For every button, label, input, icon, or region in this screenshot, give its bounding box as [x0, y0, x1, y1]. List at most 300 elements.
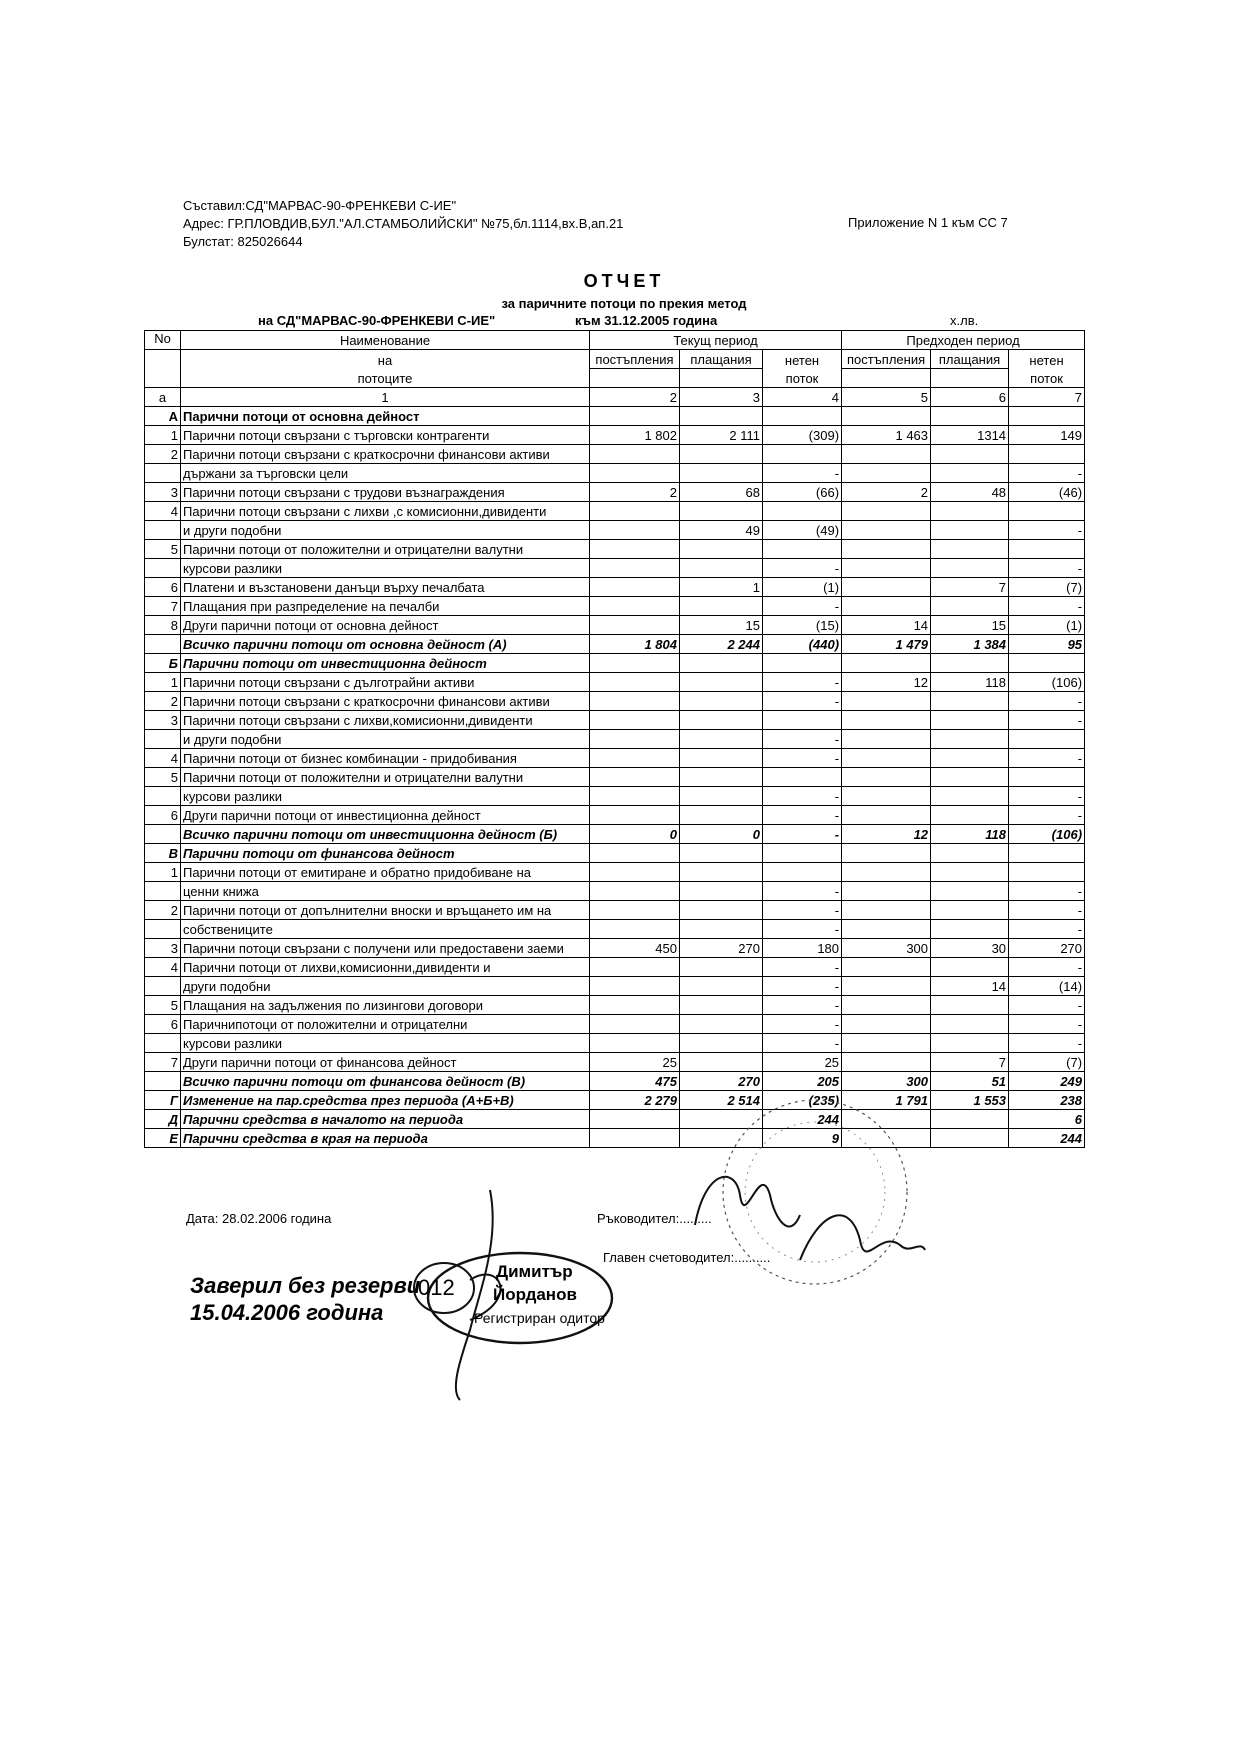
value-cell: 25: [763, 1053, 842, 1072]
value-cell: 300: [842, 1072, 931, 1091]
row-label: Парични потоци свързани с краткосрочни финансови активи: [181, 692, 590, 711]
row-label: Други парични потоци от основна дейност: [181, 616, 590, 635]
value-cell: -: [763, 673, 842, 692]
value-cell: 2: [590, 483, 680, 502]
row-label: Парични потоци от финансова дейност: [181, 844, 590, 863]
value-cell: [931, 1129, 1009, 1148]
value-cell: [680, 806, 763, 825]
auditor-stamp-role: Регистриран одитор: [474, 1310, 605, 1326]
value-cell: [931, 730, 1009, 749]
value-cell: [1009, 654, 1085, 673]
column-number: 7: [1009, 388, 1085, 407]
value-cell: -: [1009, 787, 1085, 806]
value-cell: [842, 920, 931, 939]
value-cell: 0: [590, 825, 680, 844]
value-cell: 2 514: [680, 1091, 763, 1110]
value-cell: [680, 407, 763, 426]
value-cell: [842, 540, 931, 559]
row-label: Всичко парични потоци от основна дейност (А): [181, 635, 590, 654]
row-label: Парични потоци от лихви,комисионни,дивиденти и: [181, 958, 590, 977]
value-cell: [931, 597, 1009, 616]
row-number: Д: [145, 1110, 181, 1129]
row-number: [145, 787, 181, 806]
value-cell: -: [763, 825, 842, 844]
value-cell: [931, 711, 1009, 730]
value-cell: [590, 863, 680, 882]
value-cell: [590, 958, 680, 977]
value-cell: 300: [842, 939, 931, 958]
value-cell: [763, 445, 842, 464]
value-cell: [763, 768, 842, 787]
value-cell: [590, 844, 680, 863]
row-label: Парични потоци от положителни и отрицателни валутни: [181, 540, 590, 559]
address-line: Адрес: ГР.ПЛОВДИВ,БУЛ."АЛ.СТАМБОЛИЙСКИ" №75,бл.1114,вх.В,ап.21: [183, 216, 624, 231]
table-row: [145, 844, 1085, 863]
auditor-stamp-name-2: Йорданов: [493, 1285, 577, 1304]
value-cell: [842, 749, 931, 768]
value-cell: -: [1009, 749, 1085, 768]
value-cell: -: [763, 692, 842, 711]
value-cell: [680, 1015, 763, 1034]
value-cell: (14): [1009, 977, 1085, 996]
value-cell: [763, 863, 842, 882]
row-label: Плащания при разпределение на печалби: [181, 597, 590, 616]
value-cell: [842, 1034, 931, 1053]
value-cell: -: [1009, 559, 1085, 578]
value-cell: [680, 540, 763, 559]
column-number-row: [145, 388, 1085, 407]
value-cell: -: [763, 730, 842, 749]
value-cell: [680, 787, 763, 806]
value-cell: [680, 1110, 763, 1129]
row-number: [145, 559, 181, 578]
value-cell: (49): [763, 521, 842, 540]
value-cell: [842, 768, 931, 787]
value-cell: 1 384: [931, 635, 1009, 654]
value-cell: -: [763, 787, 842, 806]
row-label: Всичко парични потоци от инвестиционна дейност (Б): [181, 825, 590, 844]
row-label: Парични потоци от основна дейност: [181, 407, 590, 426]
row-label: Парични потоци свързани с търговски контрагенти: [181, 426, 590, 445]
value-cell: (309): [763, 426, 842, 445]
table-row: [145, 863, 1085, 882]
value-cell: 48: [931, 483, 1009, 502]
chief-accountant-signature-line: Главен счетоводител:..........: [603, 1250, 771, 1265]
value-cell: [842, 996, 931, 1015]
value-cell: [590, 806, 680, 825]
row-number: 5: [145, 768, 181, 787]
value-cell: (106): [1009, 825, 1085, 844]
value-cell: (235): [763, 1091, 842, 1110]
value-cell: 244: [763, 1110, 842, 1129]
current-period-header: Текущ период: [590, 331, 842, 350]
table-row: [145, 578, 1085, 597]
row-label: Плащания на задължения по лизингови договори: [181, 996, 590, 1015]
value-cell: -: [1009, 711, 1085, 730]
row-label: Изменение на пар.средства през периода (А+Б+В): [181, 1091, 590, 1110]
value-cell: [680, 730, 763, 749]
value-cell: [763, 540, 842, 559]
value-cell: [590, 578, 680, 597]
value-cell: (1): [763, 578, 842, 597]
table-row: [145, 521, 1085, 540]
auditor-signature-icon: [456, 1190, 501, 1400]
value-cell: [763, 711, 842, 730]
col-name-header-3: потоците: [181, 369, 590, 388]
row-number: 4: [145, 502, 181, 521]
value-cell: [680, 654, 763, 673]
value-cell: [590, 502, 680, 521]
value-cell: 1 463: [842, 426, 931, 445]
value-cell: [842, 464, 931, 483]
row-number: 3: [145, 483, 181, 502]
row-label: Парични потоци свързани с получени или предоставени заеми: [181, 939, 590, 958]
value-cell: [931, 1110, 1009, 1129]
value-cell: -: [1009, 597, 1085, 616]
value-cell: 68: [680, 483, 763, 502]
value-cell: [842, 559, 931, 578]
certification-note: [190, 1272, 420, 1326]
value-cell: -: [763, 559, 842, 578]
row-label: ценни книжа: [181, 882, 590, 901]
payments-header: плащания: [680, 350, 763, 369]
value-cell: 25: [590, 1053, 680, 1072]
value-cell: 7: [931, 578, 1009, 597]
report-firm: на СД"МАРВАС-90-ФРЕНКЕВИ С-ИЕ": [258, 313, 496, 328]
value-cell: [680, 749, 763, 768]
value-cell: [590, 1129, 680, 1148]
report-title: ОТЧЕТ: [583, 271, 665, 291]
value-cell: 475: [590, 1072, 680, 1091]
value-cell: 12: [842, 825, 931, 844]
auditor-stamp-name-1: Димитър: [496, 1262, 573, 1281]
row-label: Парични потоци от емитиране и обратно придобиване на: [181, 863, 590, 882]
column-number: 2: [590, 388, 680, 407]
row-label: Парични потоци от бизнес комбинации - придобивания: [181, 749, 590, 768]
column-number: 4: [763, 388, 842, 407]
value-cell: -: [1009, 692, 1085, 711]
value-cell: [680, 863, 763, 882]
value-cell: [1009, 863, 1085, 882]
table-row: [145, 711, 1085, 730]
value-cell: [842, 597, 931, 616]
table-row: [145, 1091, 1085, 1110]
value-cell: 2 111: [680, 426, 763, 445]
row-number: [145, 1072, 181, 1091]
row-number: 3: [145, 711, 181, 730]
value-cell: -: [763, 977, 842, 996]
value-cell: [931, 1015, 1009, 1034]
value-cell: 51: [931, 1072, 1009, 1091]
value-cell: [931, 464, 1009, 483]
value-cell: [842, 521, 931, 540]
row-number: Б: [145, 654, 181, 673]
value-cell: [842, 711, 931, 730]
blank-cell: [931, 369, 1009, 388]
table-row: [145, 901, 1085, 920]
value-cell: 238: [1009, 1091, 1085, 1110]
value-cell: [590, 768, 680, 787]
table-row: [145, 597, 1085, 616]
value-cell: [931, 920, 1009, 939]
table-row: [145, 1015, 1085, 1034]
value-cell: -: [763, 901, 842, 920]
value-cell: -: [1009, 882, 1085, 901]
value-cell: [1009, 730, 1085, 749]
value-cell: (7): [1009, 1053, 1085, 1072]
row-number: 1: [145, 863, 181, 882]
value-cell: [590, 464, 680, 483]
value-cell: [842, 787, 931, 806]
table-row: [145, 787, 1085, 806]
table-row: [145, 1072, 1085, 1091]
value-cell: 14: [931, 977, 1009, 996]
certification-text: Заверил без резерви: [190, 1273, 421, 1298]
row-number: Е: [145, 1129, 181, 1148]
table-row: [145, 825, 1085, 844]
row-number: 2: [145, 692, 181, 711]
row-number: [145, 635, 181, 654]
value-cell: [590, 540, 680, 559]
value-cell: [590, 1034, 680, 1053]
row-number: 3: [145, 939, 181, 958]
row-number: [145, 825, 181, 844]
table-row: [145, 977, 1085, 996]
value-cell: 270: [680, 939, 763, 958]
auditor-stamp-number: 012: [418, 1275, 455, 1300]
value-cell: [680, 920, 763, 939]
net-header-2: поток: [763, 369, 842, 388]
value-cell: [842, 806, 931, 825]
auditor-stamp-icon: [428, 1253, 612, 1343]
value-cell: 1314: [931, 426, 1009, 445]
table-row: [145, 540, 1085, 559]
row-label: и други подобни: [181, 730, 590, 749]
value-cell: 0: [680, 825, 763, 844]
table-row: [145, 882, 1085, 901]
value-cell: [590, 597, 680, 616]
table-row: [145, 673, 1085, 692]
row-label: Парични потоци свързани с лихви,комисионни,дивиденти: [181, 711, 590, 730]
value-cell: [590, 654, 680, 673]
value-cell: 249: [1009, 1072, 1085, 1091]
value-cell: 9: [763, 1129, 842, 1148]
value-cell: [842, 1053, 931, 1072]
value-cell: [931, 654, 1009, 673]
value-cell: [1009, 768, 1085, 787]
value-cell: [842, 654, 931, 673]
row-number: 6: [145, 578, 181, 597]
value-cell: 2: [842, 483, 931, 502]
row-number: 2: [145, 901, 181, 920]
row-number: 5: [145, 996, 181, 1015]
value-cell: -: [763, 1015, 842, 1034]
value-cell: 2 279: [590, 1091, 680, 1110]
row-label: Парични потоци свързани с дълготрайни активи: [181, 673, 590, 692]
row-number: 6: [145, 806, 181, 825]
value-cell: [931, 540, 1009, 559]
table-row: [145, 426, 1085, 445]
value-cell: [680, 1053, 763, 1072]
value-cell: 149: [1009, 426, 1085, 445]
report-date-field: Дата: 28.02.2006 година: [186, 1211, 332, 1226]
value-cell: [680, 1034, 763, 1053]
net-header-2: поток: [1009, 369, 1085, 388]
table-row: [145, 920, 1085, 939]
value-cell: [931, 863, 1009, 882]
value-cell: (46): [1009, 483, 1085, 502]
report-date: към 31.12.2005 година: [575, 313, 718, 328]
value-cell: 1 553: [931, 1091, 1009, 1110]
row-label: Парични средства в началото на периода: [181, 1110, 590, 1129]
blank-cell: [590, 369, 680, 388]
value-cell: [842, 882, 931, 901]
value-cell: [842, 578, 931, 597]
value-cell: [842, 407, 931, 426]
table-row: [145, 445, 1085, 464]
table-row: [145, 996, 1085, 1015]
value-cell: [680, 711, 763, 730]
value-cell: [680, 445, 763, 464]
value-cell: [931, 844, 1009, 863]
value-cell: 14: [842, 616, 931, 635]
value-cell: [931, 768, 1009, 787]
value-cell: 15: [931, 616, 1009, 635]
receipts-header: постъпления: [842, 350, 931, 369]
row-number: А: [145, 407, 181, 426]
value-cell: 118: [931, 825, 1009, 844]
value-cell: [590, 977, 680, 996]
row-number: [145, 464, 181, 483]
value-cell: [590, 407, 680, 426]
value-cell: [590, 1110, 680, 1129]
row-label: Парични потоци от допълнителни вноски и връщането им на: [181, 901, 590, 920]
value-cell: [931, 521, 1009, 540]
value-cell: [931, 787, 1009, 806]
value-cell: (66): [763, 483, 842, 502]
value-cell: -: [763, 920, 842, 939]
column-number: 5: [842, 388, 931, 407]
row-label: други подобни: [181, 977, 590, 996]
blank-cell: [680, 369, 763, 388]
column-number: а: [145, 388, 181, 407]
column-number: 6: [931, 388, 1009, 407]
col-no-header: No: [145, 331, 181, 350]
table-row: [145, 1129, 1085, 1148]
value-cell: [842, 1129, 931, 1148]
value-cell: 6: [1009, 1110, 1085, 1129]
value-cell: (440): [763, 635, 842, 654]
value-cell: [590, 787, 680, 806]
value-cell: [680, 901, 763, 920]
value-cell: [680, 768, 763, 787]
table-header-row: [145, 350, 1085, 369]
value-cell: [842, 1015, 931, 1034]
value-cell: 118: [931, 673, 1009, 692]
value-cell: [931, 692, 1009, 711]
value-cell: [680, 977, 763, 996]
row-label: курсови разлики: [181, 1034, 590, 1053]
value-cell: [590, 559, 680, 578]
value-cell: (106): [1009, 673, 1085, 692]
cashflow-table: [144, 330, 1085, 1148]
row-label: държани за търговски цели: [181, 464, 590, 483]
blank-cell: [842, 369, 931, 388]
value-cell: [842, 692, 931, 711]
value-cell: [842, 863, 931, 882]
value-cell: 15: [680, 616, 763, 635]
value-cell: [931, 445, 1009, 464]
row-label: Други парични потоци от финансова дейност: [181, 1053, 590, 1072]
value-cell: [842, 958, 931, 977]
value-cell: -: [1009, 958, 1085, 977]
value-cell: [590, 673, 680, 692]
row-number: 1: [145, 426, 181, 445]
value-cell: -: [1009, 1015, 1085, 1034]
blank-cell: [145, 369, 181, 388]
table-row: [145, 635, 1085, 654]
row-number: [145, 882, 181, 901]
value-cell: [680, 502, 763, 521]
value-cell: [590, 711, 680, 730]
value-cell: [680, 692, 763, 711]
value-cell: [763, 407, 842, 426]
value-cell: [590, 901, 680, 920]
value-cell: [1009, 445, 1085, 464]
value-cell: -: [1009, 464, 1085, 483]
value-cell: 270: [680, 1072, 763, 1091]
value-cell: [1009, 844, 1085, 863]
value-cell: [842, 730, 931, 749]
value-cell: -: [1009, 996, 1085, 1015]
row-number: [145, 521, 181, 540]
value-cell: [590, 920, 680, 939]
table-row: [145, 559, 1085, 578]
receipts-header: постъпления: [590, 350, 680, 369]
net-header-1: нетен: [1009, 350, 1085, 369]
certification-date: 15.04.2006 година: [190, 1300, 384, 1325]
value-cell: [680, 958, 763, 977]
value-cell: (1): [1009, 616, 1085, 635]
value-cell: 7: [931, 1053, 1009, 1072]
row-number: [145, 730, 181, 749]
value-cell: [842, 1110, 931, 1129]
row-label: Всичко парични потоци от финансова дейност (В): [181, 1072, 590, 1091]
row-label: Парични потоци свързани с лихви ,с комисионни,дивиденти: [181, 502, 590, 521]
table-row: [145, 483, 1085, 502]
table-row: [145, 806, 1085, 825]
value-cell: [931, 996, 1009, 1015]
table-row: [145, 768, 1085, 787]
row-label: и други подобни: [181, 521, 590, 540]
appendix-label: Приложение N 1 към СС 7: [848, 215, 1008, 230]
column-number: 3: [680, 388, 763, 407]
manager-signature-line: Ръководител:.........: [597, 1211, 712, 1226]
value-cell: -: [763, 1034, 842, 1053]
row-number: 1: [145, 673, 181, 692]
value-cell: [763, 654, 842, 673]
value-cell: 2 244: [680, 635, 763, 654]
row-label: Други парични потоци от инвестиционна дейност: [181, 806, 590, 825]
col-name-header-1: Наименование: [181, 331, 590, 350]
table-row: [145, 1110, 1085, 1129]
row-number: [145, 920, 181, 939]
column-number: 1: [181, 388, 590, 407]
value-cell: 1 804: [590, 635, 680, 654]
value-cell: [931, 1034, 1009, 1053]
table-header-row: [145, 369, 1085, 388]
value-cell: -: [763, 996, 842, 1015]
